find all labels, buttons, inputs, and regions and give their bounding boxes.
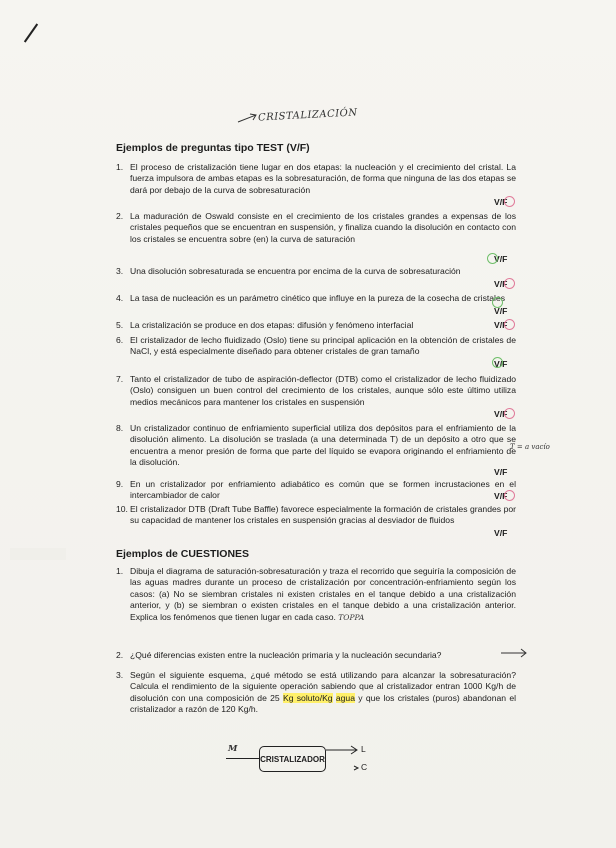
arrow-icon — [236, 112, 260, 124]
output-arrows — [326, 745, 362, 775]
test-item: 8. Un cristalizador continuo de enfriamiento superficial utiliza dos depósitos para el enfriamiento de la disolución alimento. La disolución se traslada (a una determinada T) de un depósito a otro que se encuentra a menor presión de forma que parte del líquido se evapora originando el enfriamiento de la disolución. — [116, 423, 516, 468]
answer-circle-mark — [504, 278, 515, 289]
test-item: 5. La cristalización se produce en dos etapas: difusión y fenómeno interfacial — [116, 320, 414, 330]
answer-circle-mark — [504, 490, 515, 501]
vf-label: V/F — [494, 197, 508, 207]
vf-label: V/F — [494, 320, 508, 330]
answer-circle-mark — [504, 408, 515, 419]
crystallizer-box: CRISTALIZADOR — [259, 746, 326, 772]
test-item: 4. La tasa de nucleación es un parámetro cinético que influye en la pureza de la cosecha de cristales — [116, 293, 506, 303]
diagram-input-label: M — [228, 744, 238, 754]
highlighted-text: Kg soluto/Kg — [282, 692, 333, 703]
output-l-label: L — [361, 744, 366, 754]
answer-circle-mark — [504, 319, 515, 330]
input-line — [226, 758, 259, 759]
vf-label: V/F — [494, 279, 508, 289]
test-section-title: Ejemplos de preguntas tipo TEST (V/F) — [116, 142, 310, 154]
answer-circle-mark — [504, 196, 515, 207]
arrow-right-icon — [500, 648, 528, 658]
vf-label: V/F — [494, 254, 508, 264]
question-item: 1. Dibuja el diagrama de saturación-sobresaturación y traza el recorrido que seguiría la composición de las aguas madres durante un proceso de cristalización por concentración-enfriamiento según los casos: (a) No se siembran cristales ni existen cristales en el tanque debido a una cristalización anterior, y (b) se siembran o existen cristales en el tanque debido a una cristalización anterior. Explica los fenómenos que tienen lugar en cada caso. TOPPA — [116, 566, 516, 622]
questions-section-title: Ejemplos de CUESTIONES — [116, 548, 250, 560]
question-item: 3. Según el siguiente esquema, ¿qué método se está utilizando para alcanzar la sobresaturación? Calcula el rendimiento de la siguiente operación sabiendo que al cristalizador entran 1000 Kg/h de disolución con una composición de 25 Kg soluto/Kg agua y que los cristales (puros) abandonan el cristalizador a razón de 120 Kg/h. — [116, 670, 517, 715]
margin-smudge — [10, 548, 66, 560]
test-item: 10. El cristalizador DTB (Draft Tube Baffle) favorece especialmente la formación de cristales grandes por su capacidad de mantener los cristales en suspensión gracias al desviador de fluidos — [116, 504, 516, 526]
highlighted-text: agua — [335, 692, 355, 703]
handwritten-annotation: T = a vacío — [510, 443, 550, 451]
vf-label: V/F — [494, 491, 508, 501]
answer-circle-mark — [492, 297, 503, 308]
handwritten-title: CRISTALIZACIÓN — [257, 107, 358, 124]
test-item: 6. El cristalizador de lecho fluidizado (Oslo) tiene su principal aplicación en la obtención de cristales de NaCl, y está especialmente diseñado para obtener cristales de gran tamaño — [116, 335, 516, 357]
vf-label: V/F — [494, 528, 508, 538]
test-item: 9. En un cristalizador por enfriamiento adiabático es común que se formen incrustaciones en el intercambiador de calor — [116, 479, 516, 501]
pen-stroke-mark — [24, 23, 38, 42]
answer-circle-mark — [487, 253, 498, 264]
vf-label: V/F — [494, 409, 508, 419]
vf-label: V/F — [494, 359, 508, 369]
vf-label: V/F — [494, 306, 508, 316]
test-item: 3. Una disolución sobresaturada se encuentra por encima de la curva de sobresaturación — [116, 266, 461, 276]
test-item: 2. La maduración de Oswald consiste en el crecimiento de los cristales grandes a expensas de los cristales pequeños que se encuentran en suspensión, y finaliza cuando la disolución en contacto con los cristales se encuentra sobre (en) la curva de saturación — [116, 211, 516, 244]
test-item: 7. Tanto el cristalizador de tubo de aspiración-deflector (DTB) como el cristalizador de lecho fluidizado (Oslo) consiguen un buen control del crecimiento de los cristales, aunque sólo este último utiliza medios mecánicos para mantener los cristales en suspensión — [116, 374, 516, 407]
question-item: 2. ¿Qué diferencias existen entre la nucleación primaria y la nucleación secundaria? — [116, 650, 442, 660]
handwritten-note: TOPPA — [338, 612, 365, 622]
vf-label: V/F — [494, 467, 508, 477]
test-item: 1. El proceso de cristalización tiene lugar en dos etapas: la nucleación y el crecimiento del cristal. La fuerza impulsora de ambas etapas es la sobresaturación, de forma que ninguna de las dos etapas se dará por debajo de la curva de sobresaturación — [116, 162, 516, 195]
output-c-label: C — [361, 762, 368, 772]
answer-circle-mark — [492, 357, 503, 368]
